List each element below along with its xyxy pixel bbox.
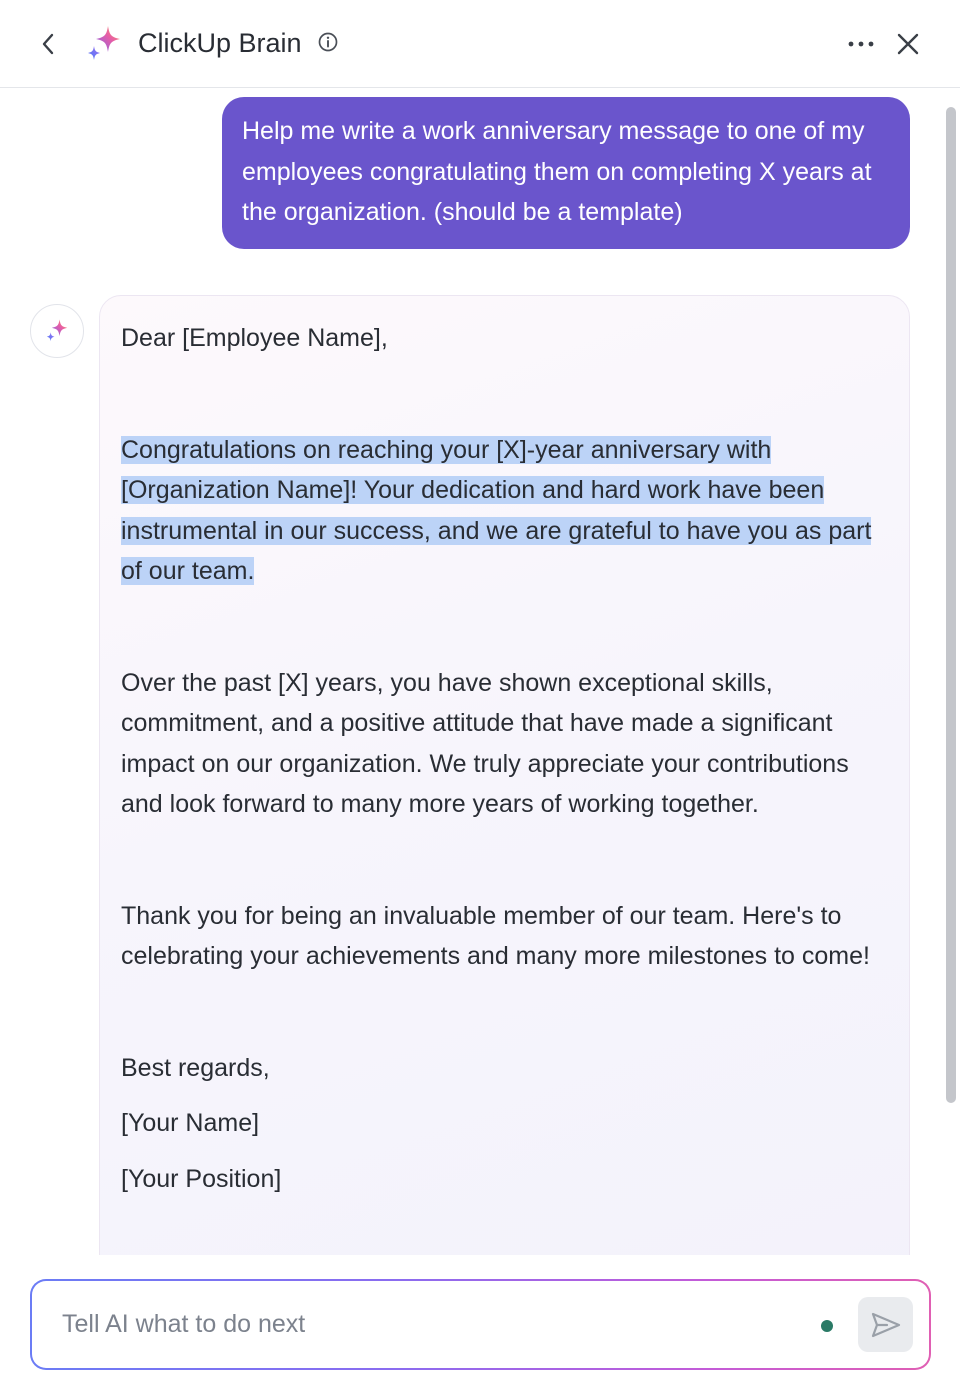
- letter-signature-name: [Your Name]: [121, 1109, 260, 1137]
- letter-closing: Best regards,: [121, 1053, 270, 1082]
- send-icon: [871, 1312, 901, 1338]
- panel-title: ClickUp Brain: [138, 28, 302, 58]
- paragraph-spacer: [121, 592, 889, 663]
- sparkle-icon: [43, 317, 71, 345]
- chevron-left-icon: [41, 33, 55, 55]
- chat-scroll-area: [0, 89, 960, 1255]
- more-options-button[interactable]: [840, 24, 882, 64]
- ai-response-bubble: [99, 295, 910, 1255]
- panel-header: [0, 0, 960, 88]
- more-horizontal-icon: [847, 40, 875, 48]
- status-dot: [821, 1320, 833, 1332]
- letter-paragraph-2: Over the past [X] years, you have shown exceptional skills, commitment, and a positive attitude that have made a significant impact on our organization. We truly appreciate your contributions and look forward to many more years of working together.: [121, 668, 849, 818]
- user-message-bubble: Help me write a work anniversary message to one of my employees congratulating them on completing X years at the organization. (should be a template): [222, 97, 910, 249]
- paragraph-spacer: [121, 359, 889, 430]
- clickup-brain-logo-icon: [82, 22, 126, 66]
- composer: [30, 1279, 931, 1370]
- letter-paragraph-3: Thank you for being an invaluable member of our team. Here's to celebrating your achievements and many more milestones to come!: [121, 901, 870, 970]
- info-icon[interactable]: [317, 31, 339, 53]
- paragraph-spacer: [121, 825, 889, 896]
- scrollbar-thumb[interactable]: [946, 107, 956, 1103]
- back-button[interactable]: [28, 24, 68, 64]
- close-button[interactable]: [888, 24, 928, 64]
- send-button[interactable]: [858, 1297, 913, 1352]
- composer-inner: [32, 1281, 929, 1368]
- paragraph-spacer: [121, 977, 889, 1048]
- selected-text: Congratulations on reaching your [X]-year anniversary with [Organization Name]! Your dedication and hard work have been instrumental in our success, and we are grateful to have you as part of our team.: [121, 435, 872, 585]
- close-icon: [897, 33, 919, 55]
- letter-signature-position: [Your Position]: [121, 1164, 282, 1193]
- prompt-input[interactable]: [62, 1303, 782, 1345]
- letter-paragraph-1[interactable]: [121, 430, 889, 592]
- letter-greeting: Dear [Employee Name],: [121, 324, 388, 352]
- ai-avatar: [30, 304, 84, 358]
